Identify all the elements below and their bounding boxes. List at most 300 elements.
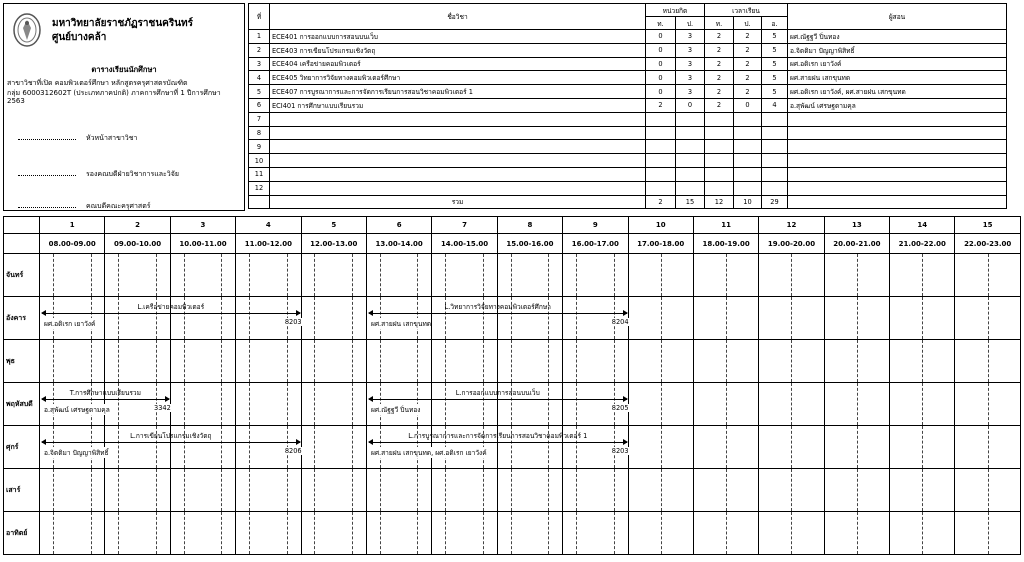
course-h-p-cell: 2 bbox=[734, 71, 762, 85]
course-subject-cell bbox=[270, 167, 646, 181]
time-slot[interactable] bbox=[693, 340, 758, 383]
slot-guideline bbox=[184, 254, 223, 296]
time-slot[interactable] bbox=[40, 469, 105, 512]
class-block[interactable] bbox=[369, 301, 627, 329]
col-teacher: ผู้สอน bbox=[788, 4, 1007, 30]
total-credit-practice: 15 bbox=[676, 195, 705, 208]
class-teacher: ผศ.สายฝน เสกขุนทด, ผศ.อดิเรก เยาวังค์ bbox=[370, 449, 487, 457]
course-h-p-cell bbox=[734, 154, 762, 168]
slot-guideline bbox=[511, 512, 550, 554]
time-slot[interactable] bbox=[40, 297, 302, 340]
course-h-p-cell: 2 bbox=[734, 43, 762, 57]
duration-arrow bbox=[42, 313, 300, 314]
course-c-t-cell: 0 bbox=[646, 57, 676, 71]
class-teacher: ผศ.อดิเรก เยาวังค์ bbox=[44, 320, 96, 328]
course-row bbox=[249, 140, 1007, 154]
course-h-o-cell bbox=[762, 112, 788, 126]
period-time: 10.00-11.00 bbox=[170, 234, 235, 254]
time-slot[interactable] bbox=[955, 340, 1020, 383]
course-c-p-cell: 3 bbox=[676, 43, 705, 57]
slot-guideline bbox=[857, 340, 858, 382]
day-label: อังคาร bbox=[4, 297, 40, 340]
class-block[interactable] bbox=[369, 387, 627, 415]
day-row bbox=[4, 426, 1021, 469]
slot-guideline bbox=[576, 254, 615, 296]
duration-arrow bbox=[42, 442, 300, 443]
time-slot[interactable] bbox=[824, 469, 889, 512]
time-slot[interactable] bbox=[824, 254, 889, 297]
time-slot[interactable] bbox=[366, 254, 431, 297]
period-time: 18.00-19.00 bbox=[693, 234, 758, 254]
slot-guideline bbox=[857, 297, 858, 339]
period-number: 15 bbox=[955, 217, 1020, 234]
course-c-p-cell bbox=[676, 126, 705, 140]
time-slot[interactable] bbox=[170, 512, 235, 555]
slot-guideline bbox=[791, 340, 792, 382]
course-no-cell: 4 bbox=[249, 71, 270, 85]
slot-guideline bbox=[445, 340, 484, 382]
time-slot[interactable] bbox=[693, 254, 758, 297]
time-slot[interactable] bbox=[563, 254, 628, 297]
course-teacher-cell bbox=[788, 140, 1007, 154]
slot-guideline bbox=[576, 512, 615, 554]
time-slot[interactable] bbox=[563, 512, 628, 555]
slot-guideline bbox=[857, 512, 858, 554]
slot-guideline bbox=[314, 512, 353, 554]
slot-guideline bbox=[314, 469, 353, 511]
course-h-o-cell bbox=[762, 181, 788, 195]
course-h-o-cell: 5 bbox=[762, 30, 788, 44]
course-teacher-cell bbox=[788, 112, 1007, 126]
period-number: 3 bbox=[170, 217, 235, 234]
time-slot[interactable] bbox=[955, 426, 1020, 469]
time-slot[interactable] bbox=[628, 340, 693, 383]
time-slot[interactable] bbox=[890, 254, 955, 297]
course-h-t-cell: 2 bbox=[705, 85, 734, 99]
time-slot[interactable] bbox=[759, 469, 824, 512]
class-teacher: อ.จิตติมา ปัญญาพิสิทธิ์ bbox=[44, 449, 109, 457]
time-slot[interactable] bbox=[759, 383, 824, 426]
slot-guideline bbox=[118, 340, 157, 382]
course-subject-cell bbox=[270, 181, 646, 195]
slot-guideline bbox=[118, 469, 157, 511]
course-c-t-cell bbox=[646, 167, 676, 181]
course-h-p-cell bbox=[734, 112, 762, 126]
course-c-p-cell: 3 bbox=[676, 85, 705, 99]
time-slot[interactable] bbox=[301, 426, 366, 469]
time-slot[interactable] bbox=[366, 426, 629, 469]
course-teacher-cell: ผศ.อดิเรก เยาวังค์, ผศ.สายฝน เสกขุนทด bbox=[788, 85, 1007, 99]
slot-guideline bbox=[791, 512, 792, 554]
time-slot[interactable] bbox=[40, 426, 302, 469]
class-block[interactable] bbox=[369, 430, 627, 458]
day-row bbox=[4, 254, 1021, 297]
course-no-cell: 1 bbox=[249, 30, 270, 44]
university-seal-icon bbox=[12, 12, 42, 48]
course-h-o-cell bbox=[762, 126, 788, 140]
slot-guideline bbox=[445, 469, 484, 511]
class-block[interactable] bbox=[42, 430, 300, 458]
period-number: 8 bbox=[497, 217, 562, 234]
course-row bbox=[249, 167, 1007, 181]
class-block[interactable] bbox=[42, 387, 169, 415]
slot-guideline bbox=[857, 254, 858, 296]
slot-guideline bbox=[314, 297, 353, 339]
time-slot[interactable] bbox=[366, 512, 431, 555]
course-subject-cell bbox=[270, 112, 646, 126]
year-info: 2563 bbox=[7, 97, 25, 105]
total-credit-theory: 2 bbox=[646, 195, 676, 208]
course-c-t-cell: 0 bbox=[646, 30, 676, 44]
time-slot[interactable] bbox=[628, 254, 693, 297]
course-c-t-cell: 0 bbox=[646, 85, 676, 99]
signature-head: หัวหน้าสาขาวิชา bbox=[18, 133, 137, 144]
col-credit-practice: ป. bbox=[676, 17, 705, 30]
period-time: 16.00-17.00 bbox=[563, 234, 628, 254]
period-time: 11.00-12.00 bbox=[236, 234, 301, 254]
course-row bbox=[249, 98, 1007, 112]
time-slot[interactable] bbox=[40, 254, 105, 297]
slot-guideline bbox=[661, 512, 662, 554]
slot-guideline bbox=[857, 469, 858, 511]
time-slot[interactable] bbox=[366, 340, 431, 383]
time-slot[interactable] bbox=[170, 469, 235, 512]
course-h-p-cell: 0 bbox=[734, 98, 762, 112]
time-slot[interactable] bbox=[628, 297, 693, 340]
course-teacher-cell bbox=[788, 126, 1007, 140]
course-h-o-cell bbox=[762, 140, 788, 154]
slot-guideline bbox=[922, 254, 923, 296]
course-row bbox=[249, 126, 1007, 140]
time-slot[interactable] bbox=[693, 297, 758, 340]
slot-guideline bbox=[184, 340, 223, 382]
time-slot[interactable] bbox=[432, 340, 497, 383]
slot-guideline bbox=[726, 512, 727, 554]
time-slot[interactable] bbox=[955, 469, 1020, 512]
time-slot[interactable] bbox=[955, 254, 1020, 297]
course-no-cell: 2 bbox=[249, 43, 270, 57]
header-panel bbox=[3, 3, 245, 211]
slot-guideline bbox=[726, 340, 727, 382]
time-slot[interactable] bbox=[824, 340, 889, 383]
period-header-row bbox=[4, 217, 1021, 234]
time-slot[interactable] bbox=[236, 254, 301, 297]
course-no-cell: 8 bbox=[249, 126, 270, 140]
course-row bbox=[249, 30, 1007, 44]
course-c-p-cell bbox=[676, 140, 705, 154]
col-hours-practice: ป. bbox=[734, 17, 762, 30]
period-number: 5 bbox=[301, 217, 366, 234]
slot-guideline bbox=[511, 254, 550, 296]
course-h-t-cell bbox=[705, 140, 734, 154]
slot-guideline bbox=[922, 426, 923, 468]
period-time: 09.00-10.00 bbox=[105, 234, 170, 254]
time-slot[interactable] bbox=[366, 383, 629, 426]
time-slot[interactable] bbox=[890, 383, 955, 426]
slot-guideline bbox=[922, 383, 923, 425]
course-teacher-cell: อ.สุพัฒน์ เศรษฐดามคุล bbox=[788, 98, 1007, 112]
slot-guideline bbox=[661, 426, 662, 468]
slot-guideline bbox=[791, 254, 792, 296]
course-row bbox=[249, 43, 1007, 57]
course-c-p-cell: 3 bbox=[676, 57, 705, 71]
time-slot[interactable] bbox=[628, 383, 693, 426]
course-c-p-cell: 3 bbox=[676, 71, 705, 85]
slot-guideline bbox=[249, 469, 288, 511]
time-slot[interactable] bbox=[693, 383, 758, 426]
class-teacher: ผศ.ณัฐฐวี ปิ่นทอง bbox=[370, 406, 421, 414]
time-slot[interactable] bbox=[105, 254, 170, 297]
course-h-t-cell: 2 bbox=[705, 98, 734, 112]
period-number: 10 bbox=[628, 217, 693, 234]
slot-guideline bbox=[249, 512, 288, 554]
period-number: 1 bbox=[40, 217, 105, 234]
course-subject-cell: ECI401 การศึกษาแบบเรียนรวม bbox=[270, 98, 646, 112]
slot-guideline bbox=[184, 383, 223, 425]
course-c-p-cell: 0 bbox=[676, 98, 705, 112]
time-slot[interactable] bbox=[628, 469, 693, 512]
time-slot[interactable] bbox=[693, 469, 758, 512]
class-room: 8206 bbox=[284, 447, 302, 455]
time-slot[interactable] bbox=[628, 426, 693, 469]
course-no-cell: 3 bbox=[249, 57, 270, 71]
time-slot[interactable] bbox=[170, 254, 235, 297]
course-subject-cell bbox=[270, 126, 646, 140]
class-course-name: L.วิทยาการวิจัยทางคอมพิวเตอร์ศึกษา bbox=[444, 303, 551, 311]
time-slot[interactable] bbox=[824, 383, 889, 426]
time-slot[interactable] bbox=[759, 426, 824, 469]
period-number: 14 bbox=[890, 217, 955, 234]
period-number: 9 bbox=[563, 217, 628, 234]
time-slot[interactable] bbox=[955, 297, 1020, 340]
time-slot[interactable] bbox=[170, 383, 235, 426]
class-room: 8204 bbox=[611, 318, 629, 326]
slot-guideline bbox=[511, 469, 550, 511]
time-slot[interactable] bbox=[759, 297, 824, 340]
class-teacher: ผศ.สายฝน เสกขุนทด bbox=[370, 320, 432, 328]
class-course-name: L.การเขียนโปรแกรมเชิงวัตถุ bbox=[130, 432, 212, 440]
course-subject-cell bbox=[270, 154, 646, 168]
time-slot[interactable] bbox=[105, 512, 170, 555]
course-h-p-cell: 2 bbox=[734, 85, 762, 99]
time-slot[interactable] bbox=[236, 512, 301, 555]
slot-guideline bbox=[857, 426, 858, 468]
time-slot[interactable] bbox=[693, 512, 758, 555]
day-row bbox=[4, 383, 1021, 426]
time-slot[interactable] bbox=[955, 383, 1020, 426]
time-slot[interactable] bbox=[824, 426, 889, 469]
slot-guideline bbox=[791, 297, 792, 339]
slot-guideline bbox=[988, 297, 989, 339]
course-row bbox=[249, 57, 1007, 71]
period-time: 17.00-18.00 bbox=[628, 234, 693, 254]
time-slot[interactable] bbox=[955, 512, 1020, 555]
slot-guideline bbox=[314, 426, 353, 468]
time-slot[interactable] bbox=[824, 512, 889, 555]
slot-guideline bbox=[53, 340, 92, 382]
course-h-o-cell: 5 bbox=[762, 71, 788, 85]
time-slot[interactable] bbox=[301, 297, 366, 340]
time-slot[interactable] bbox=[628, 512, 693, 555]
slot-guideline bbox=[445, 512, 484, 554]
slot-guideline bbox=[988, 340, 989, 382]
total-label: รวม bbox=[270, 195, 646, 208]
course-h-o-cell: 5 bbox=[762, 43, 788, 57]
time-slot[interactable] bbox=[890, 426, 955, 469]
course-subject-cell: ECE401 การออกแบบการสอนบนเว็บ bbox=[270, 30, 646, 44]
total-row bbox=[249, 195, 1007, 208]
time-slot[interactable] bbox=[301, 254, 366, 297]
class-teacher: อ.สุพัฒน์ เศรษฐดามคุล bbox=[44, 406, 110, 414]
time-slot[interactable] bbox=[890, 340, 955, 383]
course-teacher-cell: ผศ.ณัฐฐวี ปิ่นทอง bbox=[788, 30, 1007, 44]
course-no-cell: 12 bbox=[249, 181, 270, 195]
course-teacher-cell bbox=[788, 181, 1007, 195]
course-h-t-cell bbox=[705, 154, 734, 168]
course-c-p-cell: 3 bbox=[676, 30, 705, 44]
slot-guideline bbox=[988, 512, 989, 554]
slot-guideline bbox=[661, 469, 662, 511]
day-row bbox=[4, 469, 1021, 512]
time-slot[interactable] bbox=[432, 512, 497, 555]
slot-guideline bbox=[922, 297, 923, 339]
time-slot[interactable] bbox=[236, 340, 301, 383]
time-slot[interactable] bbox=[301, 469, 366, 512]
time-slot[interactable] bbox=[40, 512, 105, 555]
slot-guideline bbox=[661, 297, 662, 339]
course-row bbox=[249, 181, 1007, 195]
course-c-t-cell bbox=[646, 154, 676, 168]
slot-guideline bbox=[445, 254, 484, 296]
slot-guideline bbox=[576, 340, 615, 382]
time-slot[interactable] bbox=[497, 512, 562, 555]
course-teacher-cell: ผศ.อดิเรก เยาวังค์ bbox=[788, 57, 1007, 71]
slot-guideline bbox=[726, 426, 727, 468]
corner-cell bbox=[4, 217, 40, 234]
slot-guideline bbox=[857, 383, 858, 425]
col-credit: หน่วยกิต bbox=[646, 4, 705, 17]
course-h-t-cell: 2 bbox=[705, 43, 734, 57]
course-row bbox=[249, 85, 1007, 99]
slot-guideline bbox=[118, 512, 157, 554]
course-h-o-cell: 5 bbox=[762, 85, 788, 99]
day-label: จันทร์ bbox=[4, 254, 40, 297]
course-h-o-cell bbox=[762, 154, 788, 168]
col-hours-self: อ. bbox=[762, 17, 788, 30]
slot-guideline bbox=[988, 469, 989, 511]
slot-guideline bbox=[314, 254, 353, 296]
course-h-o-cell: 5 bbox=[762, 57, 788, 71]
time-slot[interactable] bbox=[432, 254, 497, 297]
slot-guideline bbox=[184, 469, 223, 511]
class-room: 8205 bbox=[611, 404, 629, 412]
duration-arrow bbox=[369, 442, 627, 443]
slot-guideline bbox=[184, 512, 223, 554]
time-slot[interactable] bbox=[366, 469, 431, 512]
course-c-t-cell bbox=[646, 126, 676, 140]
slot-guideline bbox=[314, 340, 353, 382]
slot-guideline bbox=[380, 469, 419, 511]
course-c-t-cell bbox=[646, 181, 676, 195]
course-row bbox=[249, 112, 1007, 126]
time-slot[interactable] bbox=[497, 254, 562, 297]
col-hours: เวลาเรียน bbox=[705, 4, 788, 17]
signature-dean: คณบดีคณะครุศาสตร์ bbox=[18, 201, 151, 212]
time-slot[interactable] bbox=[301, 512, 366, 555]
time-slot[interactable] bbox=[759, 254, 824, 297]
class-block[interactable] bbox=[42, 301, 300, 329]
class-room: 3342 bbox=[154, 404, 171, 412]
time-slot[interactable] bbox=[236, 469, 301, 512]
time-slot[interactable] bbox=[301, 383, 366, 426]
slot-guideline bbox=[53, 512, 92, 554]
time-slot[interactable] bbox=[759, 340, 824, 383]
signature-deputy: รองคณบดีฝ่ายวิชาการและวิจัย bbox=[18, 169, 179, 180]
time-slot[interactable] bbox=[759, 512, 824, 555]
slot-guideline bbox=[53, 469, 92, 511]
slot-guideline bbox=[249, 340, 288, 382]
slot-guideline bbox=[511, 340, 550, 382]
slot-guideline bbox=[249, 383, 288, 425]
time-slot[interactable] bbox=[563, 340, 628, 383]
time-slot[interactable] bbox=[40, 340, 105, 383]
course-c-t-cell: 2 bbox=[646, 98, 676, 112]
time-slot[interactable] bbox=[105, 340, 170, 383]
slot-guideline bbox=[53, 254, 92, 296]
time-slot[interactable] bbox=[432, 469, 497, 512]
period-number: 12 bbox=[759, 217, 824, 234]
time-slot[interactable] bbox=[497, 469, 562, 512]
day-label: เสาร์ bbox=[4, 469, 40, 512]
slot-guideline bbox=[661, 340, 662, 382]
time-slot[interactable] bbox=[497, 340, 562, 383]
period-number: 13 bbox=[824, 217, 889, 234]
course-c-p-cell bbox=[676, 154, 705, 168]
period-time: 19.00-20.00 bbox=[759, 234, 824, 254]
time-slot[interactable] bbox=[824, 297, 889, 340]
time-slot[interactable] bbox=[301, 340, 366, 383]
time-slot[interactable] bbox=[890, 512, 955, 555]
course-table bbox=[248, 3, 1007, 209]
corner-cell bbox=[4, 234, 40, 254]
time-slot[interactable] bbox=[890, 297, 955, 340]
slot-guideline bbox=[118, 254, 157, 296]
course-row bbox=[249, 71, 1007, 85]
course-no-cell: 6 bbox=[249, 98, 270, 112]
time-slot[interactable] bbox=[890, 469, 955, 512]
col-hours-theory: ท. bbox=[705, 17, 734, 30]
course-h-t-cell bbox=[705, 126, 734, 140]
class-room: 8203 bbox=[284, 318, 302, 326]
time-slot[interactable] bbox=[105, 469, 170, 512]
course-teacher-cell bbox=[788, 167, 1007, 181]
slot-guideline bbox=[249, 254, 288, 296]
course-c-p-cell bbox=[676, 181, 705, 195]
slot-guideline bbox=[726, 297, 727, 339]
course-teacher-cell: ผศ.สายฝน เสกขุนทด bbox=[788, 71, 1007, 85]
slot-guideline bbox=[726, 254, 727, 296]
period-number: 11 bbox=[693, 217, 758, 234]
time-slot[interactable] bbox=[693, 426, 758, 469]
course-h-p-cell bbox=[734, 167, 762, 181]
time-slot[interactable] bbox=[40, 383, 171, 426]
time-slot[interactable] bbox=[170, 340, 235, 383]
course-c-t-cell: 0 bbox=[646, 71, 676, 85]
time-slot[interactable] bbox=[366, 297, 629, 340]
course-no-cell: 10 bbox=[249, 154, 270, 168]
time-slot[interactable] bbox=[563, 469, 628, 512]
time-slot[interactable] bbox=[236, 383, 301, 426]
